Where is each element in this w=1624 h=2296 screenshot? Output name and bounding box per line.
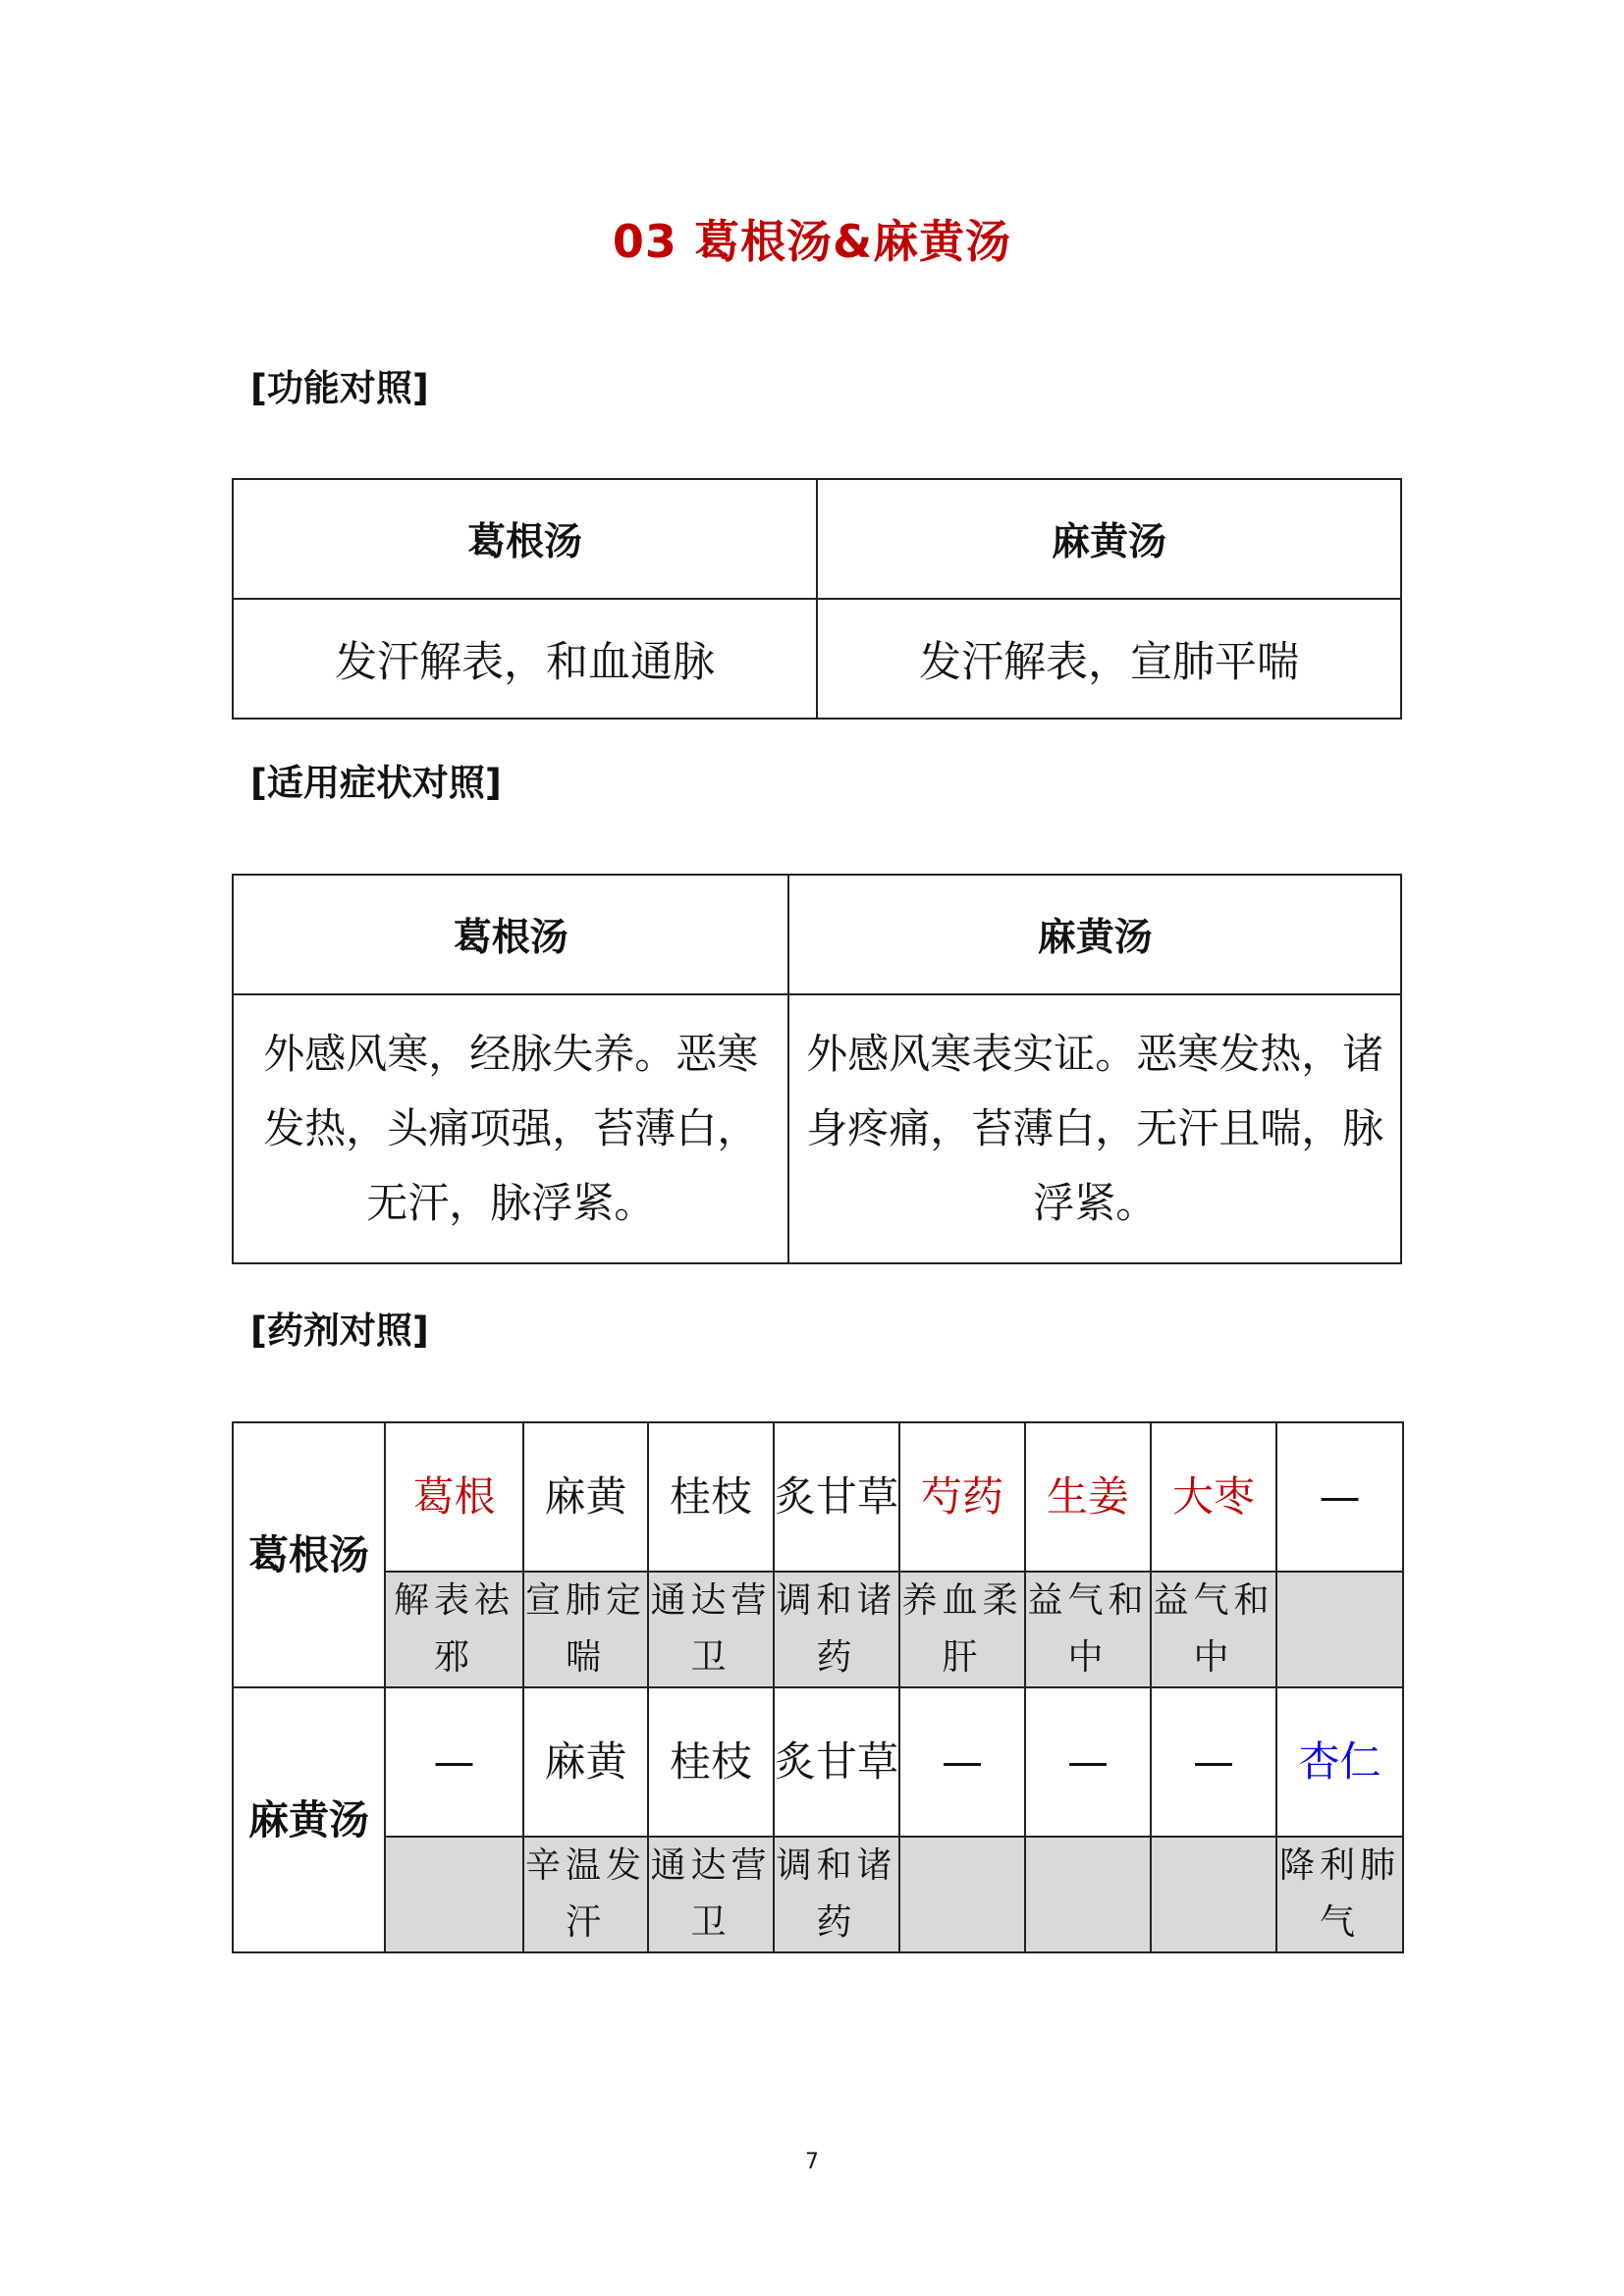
table-header-row bbox=[233, 875, 1401, 994]
effect-row-mahuang-tang bbox=[233, 1837, 1403, 1952]
herb-cell: 桂枝 bbox=[648, 1687, 774, 1837]
herb-row-mahuang-tang bbox=[233, 1687, 1403, 1837]
header-gegen-tang: 葛根汤 bbox=[233, 479, 817, 599]
formula-label-mahuang-tang: 麻黄汤 bbox=[233, 1687, 385, 1952]
effect-cell: 养血柔肝 bbox=[899, 1572, 1025, 1687]
effect-cell: 通达营卫 bbox=[648, 1837, 774, 1952]
page-number: 7 bbox=[805, 2150, 819, 2174]
table-row bbox=[233, 599, 1401, 719]
header-mahuang-tang: 麻黄汤 bbox=[817, 479, 1401, 599]
function-gegen-tang: 发汗解表，和血通脉 bbox=[233, 599, 817, 719]
effect-cell: 宣肺定喘 bbox=[523, 1572, 648, 1687]
herb-cell: 炙甘草 bbox=[774, 1422, 899, 1572]
section-heading-function: [功能对照] bbox=[250, 367, 429, 409]
herb-cell-empty: — bbox=[899, 1687, 1025, 1837]
herb-row-gegen-tang bbox=[233, 1422, 1403, 1572]
effect-cell: 益气和中 bbox=[1025, 1572, 1151, 1687]
table-header-row bbox=[233, 479, 1401, 599]
effect-cell bbox=[1276, 1572, 1403, 1687]
effect-cell: 解表祛邪 bbox=[385, 1572, 523, 1687]
herb-cell: 麻黄 bbox=[523, 1687, 648, 1837]
herb-cell: 麻黄 bbox=[523, 1422, 648, 1572]
herb-cell-empty: — bbox=[1276, 1422, 1403, 1572]
herb-cell: 生姜 bbox=[1025, 1422, 1151, 1572]
effect-cell: 辛温发汗 bbox=[523, 1837, 648, 1952]
effect-cell: 通达营卫 bbox=[648, 1572, 774, 1687]
effect-cell bbox=[1025, 1837, 1151, 1952]
effect-cell: 降利肺气 bbox=[1276, 1837, 1403, 1952]
effect-row-gegen-tang bbox=[233, 1572, 1403, 1687]
herb-cell: 葛根 bbox=[385, 1422, 523, 1572]
effect-cell: 调和诸药 bbox=[774, 1572, 899, 1687]
symptoms-gegen-tang: 外感风寒，经脉失养。恶寒发热，头痛项强，苔薄白，无汗，脉浮紧。 bbox=[233, 994, 788, 1263]
herb-cell-empty: — bbox=[1151, 1687, 1276, 1837]
effect-cell bbox=[385, 1837, 523, 1952]
herb-cell: 芍药 bbox=[899, 1422, 1025, 1572]
header-mahuang-tang: 麻黄汤 bbox=[788, 875, 1401, 994]
section-heading-symptoms: [适用症状对照] bbox=[250, 762, 502, 804]
symptoms-mahuang-tang: 外感风寒表实证。恶寒发热，诸身疼痛，苔薄白，无汗且喘，脉浮紧。 bbox=[788, 994, 1401, 1263]
table-row bbox=[233, 994, 1401, 1263]
effect-cell: 调和诸药 bbox=[774, 1837, 899, 1952]
herb-cell: 桂枝 bbox=[648, 1422, 774, 1572]
function-mahuang-tang: 发汗解表，宣肺平喘 bbox=[817, 599, 1401, 719]
page-title: 03 葛根汤&麻黄汤 bbox=[612, 215, 1012, 268]
effect-cell bbox=[1151, 1837, 1276, 1952]
section-heading-herbs: [药剂对照] bbox=[250, 1309, 429, 1352]
function-comparison-table bbox=[232, 478, 1402, 720]
formula-label-gegen-tang: 葛根汤 bbox=[233, 1422, 385, 1687]
header-gegen-tang: 葛根汤 bbox=[233, 875, 788, 994]
herb-cell: 杏仁 bbox=[1276, 1687, 1403, 1837]
herb-cell: 大枣 bbox=[1151, 1422, 1276, 1572]
symptom-comparison-table bbox=[232, 874, 1402, 1264]
effect-cell: 益气和中 bbox=[1151, 1572, 1276, 1687]
effect-cell bbox=[899, 1837, 1025, 1952]
herb-cell-empty: — bbox=[1025, 1687, 1151, 1837]
herb-comparison-table bbox=[232, 1421, 1404, 1953]
herb-cell-empty: — bbox=[385, 1687, 523, 1837]
herb-cell: 炙甘草 bbox=[774, 1687, 899, 1837]
